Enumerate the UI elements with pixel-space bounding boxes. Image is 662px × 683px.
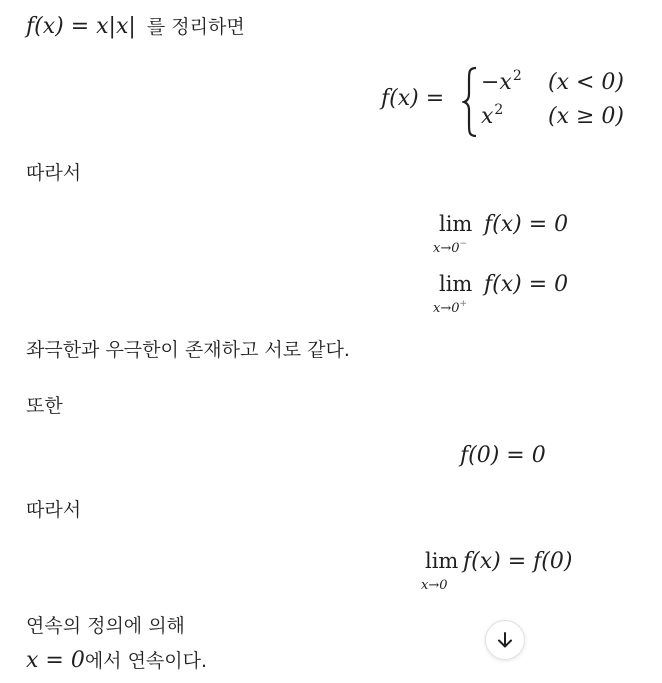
arrow-down-icon bbox=[495, 630, 515, 650]
limit-body: f(x) = 0 bbox=[484, 272, 569, 297]
lim-word: lim bbox=[439, 272, 473, 296]
conclusion-text: 에서 연속이다. bbox=[84, 650, 208, 672]
left-brace-icon bbox=[462, 66, 480, 138]
function-value-at-zero: f(0) = 0 bbox=[460, 443, 546, 468]
limits-equal-sentence: 좌극한과 우극한이 존재하고 서로 같다. bbox=[26, 339, 350, 361]
also-label: 또한 bbox=[26, 395, 63, 417]
conclusion-math: x = 0 bbox=[26, 648, 85, 673]
definition-line: 연속의 정의에 의해 bbox=[26, 615, 185, 637]
limit-body: f(x) = 0 bbox=[484, 212, 569, 237]
case-1-condition: (x < 0) bbox=[548, 70, 624, 95]
case-1-expression: $-x^2$ bbox=[481, 68, 522, 95]
limit-body: f(x) = f(0) bbox=[463, 549, 573, 574]
lim-word: lim bbox=[425, 549, 459, 573]
right-limit-equation bbox=[433, 272, 593, 316]
case-2-expression: $x^2$ bbox=[481, 102, 504, 129]
intro-line bbox=[26, 14, 245, 39]
limit-subscript: x→0 bbox=[421, 578, 448, 593]
left-limit-equation bbox=[433, 212, 593, 256]
limit-subscript: x→0+ bbox=[433, 299, 468, 316]
piecewise-lhs: f(x) = bbox=[381, 86, 445, 111]
main-limit-equation bbox=[421, 549, 601, 593]
case-2-condition: (x ≥ 0) bbox=[548, 104, 624, 129]
limit-subscript: x→0− bbox=[433, 239, 468, 256]
scroll-down-button[interactable] bbox=[485, 620, 525, 660]
function-definition: f(x) = x|x| bbox=[26, 14, 136, 39]
piecewise-equation bbox=[381, 62, 641, 142]
conclusion-line bbox=[26, 648, 207, 673]
therefore-label-2: 따라서 bbox=[26, 499, 82, 521]
therefore-label-1: 따라서 bbox=[26, 162, 82, 184]
lim-word: lim bbox=[439, 212, 473, 236]
intro-text: 를 정리하면 bbox=[146, 16, 245, 38]
